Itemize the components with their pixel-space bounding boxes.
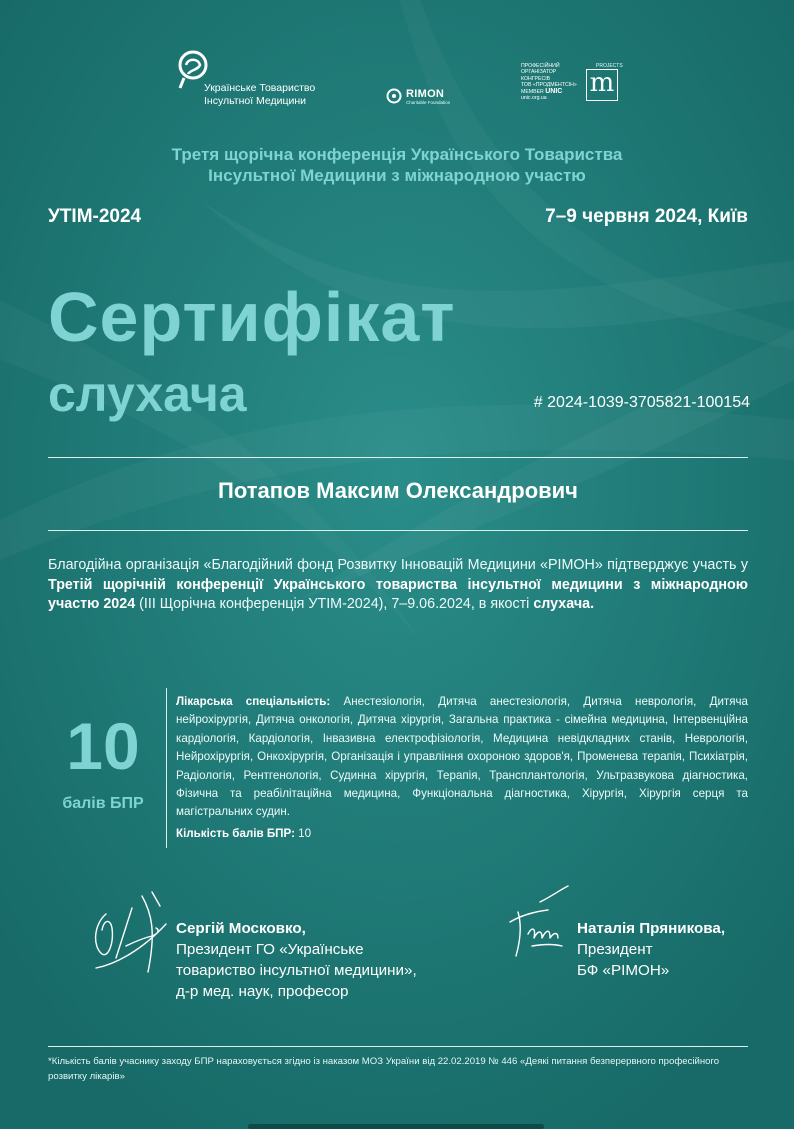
horizontal-scrollbar[interactable]	[248, 1124, 544, 1129]
signature-pryanykova	[502, 882, 570, 962]
vertical-divider	[166, 688, 167, 848]
event-code: УТІМ-2024	[48, 206, 142, 227]
projects-mark: m	[586, 69, 618, 101]
certificate-subtitle: слухача	[48, 366, 247, 422]
body-text-part: Благодійна організація «Благодійний фонд Розвитку Інновацій Медицини «РІМОН» підтверджує участь у	[48, 557, 748, 573]
rimon-logo-name: RIMON	[406, 88, 445, 100]
footnote: *Кількість балів учаснику заходу БПР нараховується згідно із наказом МОЗ України від 22.02.2019 № 446 «Деякі питання безперервного професійного розвитку лікарів»	[48, 1056, 720, 1082]
certificate-number: # 2024-1039-3705821-100154	[533, 394, 750, 411]
projects-label: PROJECTS	[596, 63, 623, 69]
organizer-line: ОРГАНІЗАТОР	[521, 69, 557, 76]
cpd-points-value: 10	[66, 709, 140, 783]
ustm-logo	[172, 48, 342, 112]
recipient-name: Потапов Максим Олександрович	[218, 478, 578, 503]
organizer-line: КОНГРЕСІВ	[521, 75, 551, 82]
rimon-logo	[386, 86, 466, 108]
organizer-line: ПРОФЕСІЙНИЙ	[521, 63, 560, 69]
event-date: 7–9 червня 2024, Київ	[545, 206, 748, 227]
signer-pryanykova	[577, 918, 725, 981]
subtitle-line2: Інсультної Медицини з міжнародною участю	[208, 166, 586, 185]
ustm-logo-line1: Українське Товариство	[204, 82, 316, 94]
signer-title-line: Президент ГО «Українське	[176, 941, 364, 958]
specialties-list: Анестезіологія, Дитяча анестезіологія, Дитяча неврологія, Дитяча нейрохірургія, Дитяча онкологія, Дитяча хірургія, Загальна практика - сімейна медицина, Інтервенційна кардіологія, Кардіологія, Інвазивна електрофізіологія, Медицина невідкладних станів, Неврологія, Нейрохірургія, Онкохірургія, Організація і управління охороною здоров'я, Променева терапія, Психіатрія, Радіологія, Рентгенологія, Судинна хірургія, Терапія, Трансплантологія, Ультразвукова діагностика, Фізична та реабілітаційна медицина, Функціональна діагностика, Хірургія, Хірургія серця та магістральних судин.	[176, 695, 748, 819]
confirmation-text	[48, 556, 748, 615]
cpd-points-label: балів БПР	[62, 795, 144, 812]
signature-moskovko	[86, 884, 172, 980]
specialties-label: Лікарська спеціальність:	[176, 695, 331, 708]
organizer-member: MEMBER	[521, 88, 544, 95]
body-text-part: (ІІІ Щорічна конференція УТІМ-2024), 7–9.06.2024, в якості	[135, 596, 534, 612]
certificate-title: Сертифікат	[48, 278, 456, 356]
signer-title-line: БФ «РІМОН»	[577, 962, 670, 979]
conference-name: Третій щорічній конференції Українського товариства інсультної медицини з міжнародною участю 2024	[48, 576, 748, 612]
signer-moskovko	[176, 918, 417, 1002]
signer-name: Сергій Московко,	[176, 920, 306, 937]
cpd-count-label: Кількість балів БПР:	[176, 827, 295, 840]
signer-title-line: товариство інсультної медицини»,	[176, 962, 417, 979]
subtitle-line1: Третя щорічна конференція Українського Товариства	[171, 145, 623, 164]
signer-name: Наталія Пряникова,	[577, 920, 726, 937]
projects-logo	[584, 63, 624, 103]
rimon-circle-icon	[386, 88, 402, 104]
conference-subtitle	[60, 144, 734, 186]
participant-role: слухача.	[533, 596, 595, 612]
cpd-count-value: 10	[294, 827, 312, 840]
rimon-logo-sub: Charitable Foundation	[406, 100, 451, 105]
signer-title-line: д-р мед. наук, професор	[176, 983, 349, 1000]
organizer-logo	[521, 63, 581, 113]
organizer-url: unic.org.ua	[521, 95, 547, 102]
divider	[48, 530, 748, 531]
specialties-text	[176, 693, 748, 822]
signer-title-line: Президент	[577, 941, 653, 958]
ustm-logo-line2: Інсультної Медицини	[204, 95, 307, 107]
unic-label: UNIC	[545, 87, 563, 95]
organizer-line: ТОВ «ПРОДМЕНТСІН»	[521, 82, 577, 89]
divider	[48, 457, 748, 458]
footer-divider	[48, 1046, 748, 1047]
cpd-points-count	[176, 827, 311, 840]
